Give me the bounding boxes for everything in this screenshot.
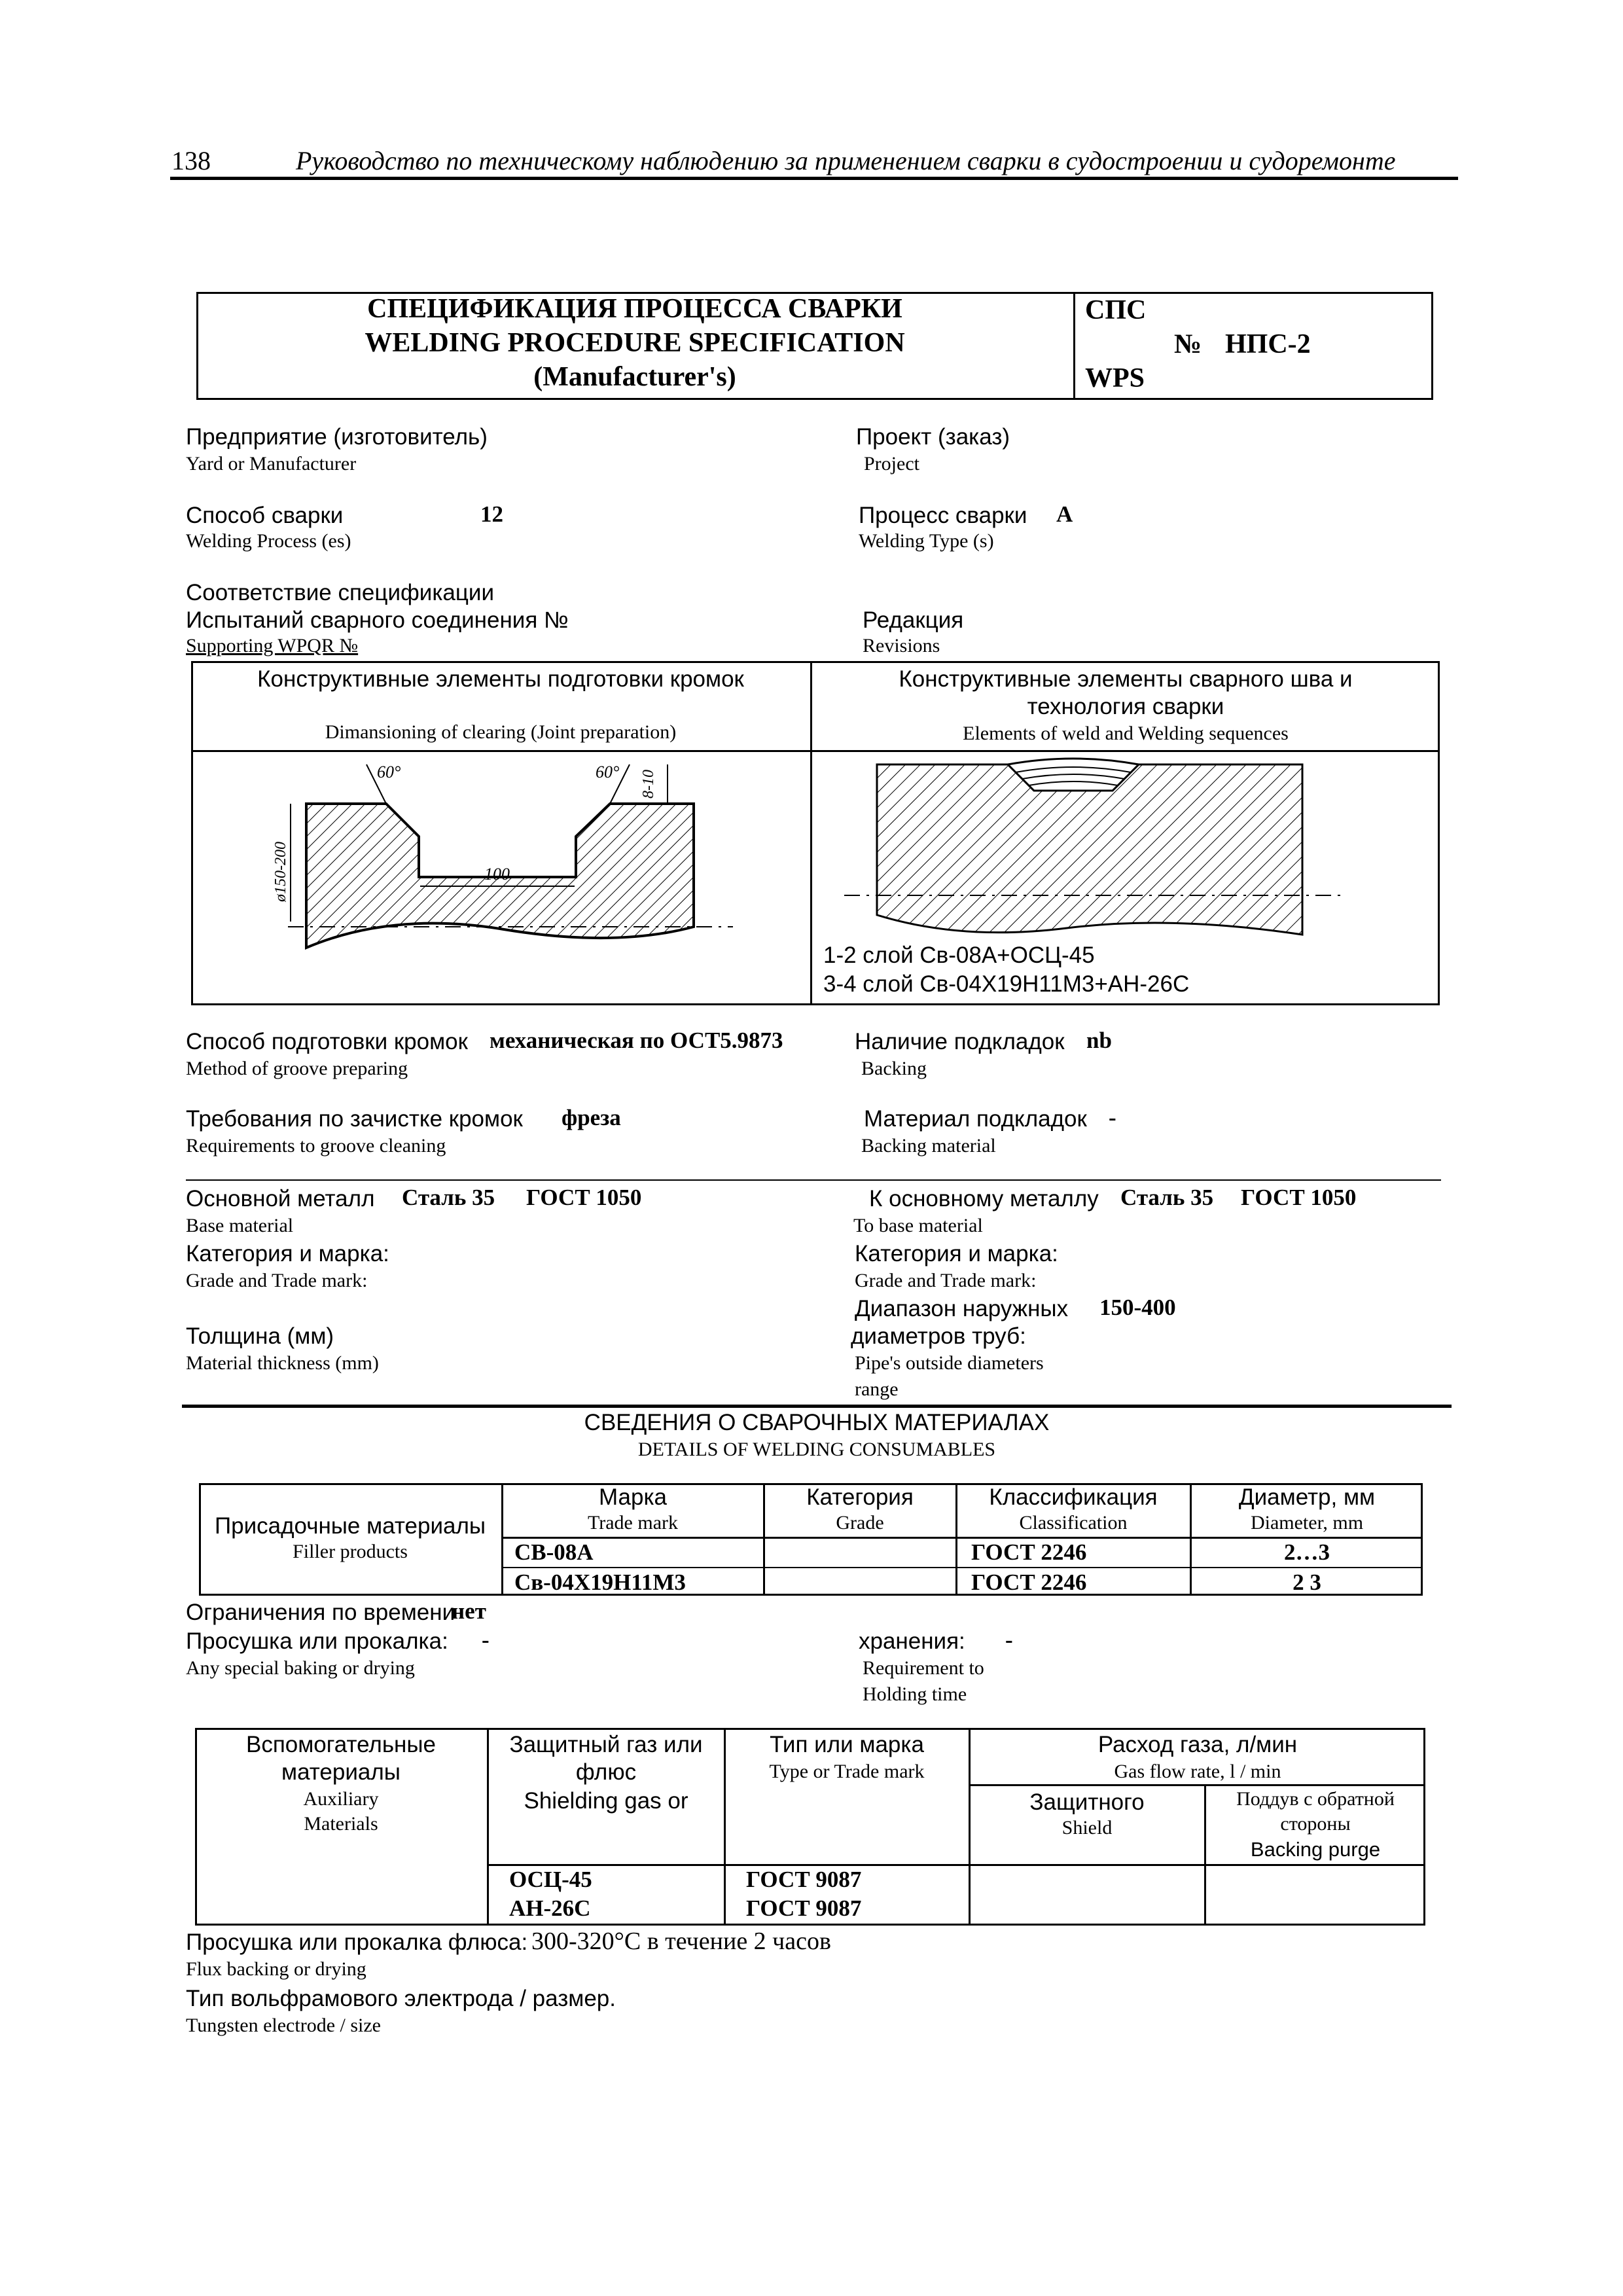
flow-col-en: Gas flow rate, l / min <box>1114 1761 1281 1782</box>
tungsten-en: Tungsten electrode / size <box>186 2015 381 2036</box>
dim-angle-left: 60° <box>377 762 401 781</box>
flux-baking-en: Flux backing or drying <box>186 1958 366 1980</box>
col-diam-ru: Диаметр, мм <box>1238 1484 1376 1510</box>
base-metal-value-2: ГОСТ 1050 <box>526 1185 642 1210</box>
storage-value: - <box>1005 1627 1013 1653</box>
process-label-en: Welding Process (es) <box>186 530 351 552</box>
aux-label-ru-1: Вспомогательные <box>245 1732 437 1757</box>
diameter-range-ru-2: диаметров труб: <box>851 1323 1026 1349</box>
filler-label-ru: Присадочные материалы <box>214 1513 486 1539</box>
wps-code-en: WPS <box>1085 363 1145 393</box>
type-col-en: Type or Trade mark <box>769 1761 925 1782</box>
backing-material-ru: Материал подкладок <box>864 1106 1087 1132</box>
yard-label-ru: Предприятие (изготовитель) <box>186 424 488 450</box>
filler-label-en: Filler products <box>293 1541 408 1562</box>
type-col-ru: Тип или марка <box>770 1732 924 1757</box>
storage-en-1: Requirement to <box>863 1657 984 1679</box>
dim-diameter: ø150-200 <box>272 842 289 902</box>
joint-left-head-ru: Конструктивные элементы подготовки кромок <box>257 666 744 692</box>
thickness-ru: Толщина (мм) <box>186 1323 334 1349</box>
base-metal-en: Base material <box>186 1215 294 1236</box>
grade-en: Grade and Trade mark: <box>186 1270 368 1291</box>
filler-row-2-diam: 2 3 <box>1293 1570 1321 1595</box>
joint-right-head-ru-2: технология сварки <box>1027 694 1224 719</box>
joint-right-head-en: Elements of weld and Welding sequences <box>963 723 1289 744</box>
diameter-range-ru-1: Диапазон наружных <box>855 1296 1069 1321</box>
backing-material-value: - <box>1109 1105 1116 1130</box>
aux-row-1-type: ГОСТ 9087 <box>746 1867 862 1892</box>
type-value: A <box>1056 501 1073 527</box>
grade2-en: Grade and Trade mark: <box>855 1270 1037 1291</box>
col-mark-en: Trade mark <box>587 1512 679 1534</box>
aux-row-1-gas: ОСЦ-45 <box>509 1867 592 1892</box>
tungsten-ru: Тип вольфрамового электрода / размер. <box>186 1986 616 2011</box>
cleaning-ru: Требования по зачистке кромок <box>186 1106 523 1132</box>
title-ru: СПЕЦИФИКАЦИЯ ПРОЦЕССА СВАРКИ <box>367 294 902 324</box>
process-label-ru: Способ сварки <box>186 503 344 528</box>
type-label-ru: Процесс сварки <box>859 503 1027 528</box>
col-diam-en: Diameter, mm <box>1250 1512 1364 1534</box>
baking-value: - <box>482 1627 490 1653</box>
joint-preparation-drawing <box>249 751 798 967</box>
col-class-ru: Классификация <box>989 1484 1158 1510</box>
diameter-range-value: 150-400 <box>1099 1295 1176 1320</box>
to-base-metal-en: To base material <box>853 1215 983 1236</box>
gas-col-ru-1: Защитный газ или <box>509 1732 703 1757</box>
joint-right-head-ru-1: Конструктивные элементы сварного шва и <box>899 666 1353 692</box>
yard-label-en: Yard or Manufacturer <box>186 453 357 475</box>
aux-row-2-gas: АН-26С <box>509 1895 591 1921</box>
storage-en-2: Holding time <box>863 1683 967 1705</box>
purge-col-en: Backing purge <box>1250 1838 1381 1861</box>
dim-width: 100 <box>484 865 510 884</box>
to-base-metal-value-1: Сталь 35 <box>1120 1185 1214 1210</box>
dim-depth: 8-10 <box>640 770 657 798</box>
aux-label-ru-2: материалы <box>281 1759 401 1785</box>
col-mark-ru: Марка <box>598 1484 668 1510</box>
filler-row-2-mark: Св-04Х19Н11М3 <box>514 1570 686 1595</box>
col-grade-en: Grade <box>836 1512 884 1534</box>
baking-en: Any special baking or drying <box>186 1657 415 1679</box>
revisions-label-ru: Редакция <box>863 607 964 633</box>
project-label-ru: Проект (заказ) <box>856 424 1010 450</box>
title-en: WELDING PROCEDURE SPECIFICATION <box>365 328 905 358</box>
backing-ru: Наличие подкладок <box>855 1029 1065 1054</box>
aux-label-en-1: Auxiliary <box>303 1788 379 1810</box>
weld-layers-2: 3-4 слой Св-04Х19Н11М3+АН-26С <box>823 971 1190 997</box>
type-label-en: Welding Type (s) <box>859 530 994 552</box>
diameter-range-en-1: Pipe's outside diameters <box>855 1352 1044 1374</box>
page-number: 138 <box>171 146 211 175</box>
filler-row-1-diam: 2…3 <box>1284 1539 1330 1565</box>
wps-code-ru: СПС <box>1085 295 1147 325</box>
to-base-metal-value-2: ГОСТ 1050 <box>1241 1185 1357 1210</box>
to-base-metal-ru: К основному металлу <box>869 1186 1099 1211</box>
flow-col-ru: Расход газа, л/мин <box>1097 1732 1298 1757</box>
header-rule <box>170 177 1458 180</box>
consumables-title-ru: СВЕДЕНИЯ О СВАРОЧНЫХ МАТЕРИАЛАХ <box>584 1410 1050 1435</box>
time-limit-value: нет <box>452 1598 486 1624</box>
project-label-en: Project <box>864 453 919 475</box>
backing-material-en: Backing material <box>861 1135 996 1157</box>
wps-number: НПС-2 <box>1225 329 1311 359</box>
backing-en: Backing <box>861 1058 927 1079</box>
wpqr-label-en: Supporting WPQR № <box>186 635 359 656</box>
backing-value: nb <box>1086 1028 1112 1053</box>
dim-angle-right: 60° <box>596 762 620 781</box>
cleaning-value: фреза <box>562 1105 621 1130</box>
gas-col-ru-2: флюс <box>575 1759 637 1785</box>
thickness-en: Material thickness (mm) <box>186 1352 379 1374</box>
cleaning-en: Requirements to groove cleaning <box>186 1135 446 1157</box>
title-subtitle: (Manufacturer's) <box>533 362 736 392</box>
flux-baking-ru: Просушка или прокалка флюса: <box>186 1929 528 1955</box>
baking-ru: Просушка или прокалка: <box>186 1628 448 1654</box>
weld-elements-drawing <box>844 751 1342 948</box>
joint-left-head-en: Dimansioning of clearing (Joint preparation) <box>325 721 677 743</box>
time-limit-ru: Ограничения по времени <box>186 1600 455 1625</box>
shield-col-ru: Защитного <box>1029 1789 1145 1815</box>
revisions-label-en: Revisions <box>863 635 940 656</box>
base-metal-ru: Основной металл <box>186 1186 375 1211</box>
aux-row-2-type: ГОСТ 9087 <box>746 1895 862 1921</box>
grade-ru: Категория и марка: <box>186 1241 389 1266</box>
wpqr-label-ru: Испытаний сварного соединения № <box>186 607 569 633</box>
filler-row-1-class: ГОСТ 2246 <box>971 1539 1087 1565</box>
groove-method-value: механическая по ОСТ5.9873 <box>490 1028 783 1053</box>
running-title: Руководство по техническому наблюдению за применением сварки в судостроении и судоремонте <box>296 146 1396 175</box>
base-metal-value-1: Сталь 35 <box>402 1185 495 1210</box>
process-value: 12 <box>480 501 503 527</box>
purge-col-ru-1: Поддув с обратной <box>1236 1788 1395 1810</box>
groove-method-ru: Способ подготовки кромок <box>186 1029 468 1054</box>
purge-col-ru-2: стороны <box>1280 1813 1351 1835</box>
groove-method-en: Method of groove preparing <box>186 1058 408 1079</box>
filler-row-1-mark: СВ-08А <box>514 1539 594 1565</box>
gas-col-en: Shielding gas or <box>524 1788 688 1814</box>
flux-baking-value: 300-320°C в течение 2 часов <box>531 1928 831 1955</box>
col-class-en: Classification <box>1019 1512 1128 1534</box>
shield-col-en: Shield <box>1061 1817 1113 1839</box>
consumables-title-en: DETAILS OF WELDING CONSUMABLES <box>637 1439 996 1460</box>
filler-row-2-class: ГОСТ 2246 <box>971 1570 1087 1595</box>
section-rule <box>182 1405 1452 1408</box>
col-grade-ru: Категория <box>806 1484 914 1510</box>
grade2-ru: Категория и марка: <box>855 1241 1058 1266</box>
conformity-label: Соответствие спецификации <box>186 580 495 605</box>
wps-number-label: № <box>1174 329 1202 359</box>
storage-ru: хранения: <box>859 1628 965 1654</box>
aux-label-en-2: Materials <box>304 1813 378 1835</box>
diameter-range-en-2: range <box>855 1378 899 1400</box>
weld-layers-1: 1-2 слой Св-08А+ОСЦ-45 <box>823 942 1095 968</box>
